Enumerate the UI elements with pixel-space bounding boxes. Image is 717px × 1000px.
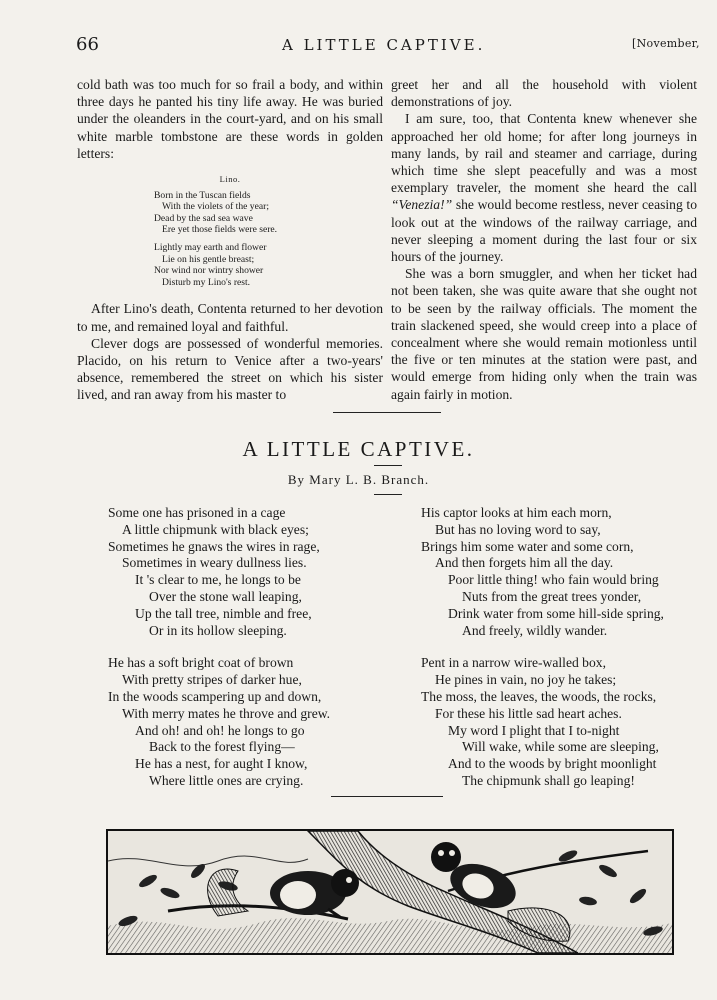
epitaph-line: Nor wind nor wintry shower xyxy=(154,265,264,277)
poem-left-column xyxy=(108,505,330,806)
epitaph-line: Disturb my Lino's rest. xyxy=(162,276,251,288)
poem-line: For these his little sad heart aches. xyxy=(435,705,622,721)
epitaph-line: With the violets of the year; xyxy=(162,201,269,213)
poem-line: Some one has prisoned in a cage xyxy=(108,505,286,520)
poem-line: My word I plight that I to-night xyxy=(448,722,620,738)
poem-line: Sometimes he gnaws the wires in rage, xyxy=(108,538,320,554)
poem-line: It 's clear to me, he longs to be xyxy=(135,572,301,588)
title-rule xyxy=(374,465,402,466)
poem-line: But has no loving word to say, xyxy=(435,521,601,537)
poem-line: A little chipmunk with black eyes; xyxy=(122,521,309,537)
poem-right-column xyxy=(421,505,664,806)
poem-stanza-3 xyxy=(421,505,664,639)
epitaph-line: Dead by the sad sea wave xyxy=(154,212,253,224)
chipmunk-engraving xyxy=(106,829,674,955)
epitaph-line: Ere yet those fields were sere. xyxy=(162,224,278,236)
epitaph-title: Lino. xyxy=(219,174,241,185)
poem-line: And to the woods by bright moonlight xyxy=(448,756,657,772)
epitaph-stanza-1 xyxy=(154,190,383,236)
poem-line: With pretty stripes of darker hue, xyxy=(122,672,302,688)
right-paragraph-3: She was a born smuggler, and when her ticket had not been taken, she was quite aware that she ought not to be seen by the railway officials. The moment the train slackened speed, she would creep into a place of concealment where she would remain motionless until the five or ten minutes at the station were past, and would emerge from hiding only when the train was again fairly in motion. xyxy=(391,266,697,402)
poem-line: And then forgets him all the day. xyxy=(435,555,614,571)
epitaph-stanza-2 xyxy=(154,242,383,288)
poem-line: And oh! and oh! he longs to go xyxy=(135,722,305,738)
poem-title: A LITTLE CAPTIVE. xyxy=(242,437,475,461)
epitaph xyxy=(77,174,383,288)
section-divider-top xyxy=(333,412,441,413)
epitaph-line: Lightly may earth and flower xyxy=(154,241,267,253)
left-paragraph-1: cold bath was too much for so frail a body, and within three days he panted his tiny life away. He was buried under the oleanders in the court-yard, and on his small white marble tombstone are these words in golden letters: xyxy=(77,77,383,161)
poem-line: Over the stone wall leaping, xyxy=(149,588,302,604)
poem-line: In the woods scampering up and down, xyxy=(108,688,322,704)
poem-stanza-4 xyxy=(421,655,664,789)
poem-line: His captor looks at him each morn, xyxy=(421,505,612,520)
poem-byline: By Mary L. B. Branch. xyxy=(287,472,430,487)
poem-stanza-1 xyxy=(108,505,330,639)
venezia-call: “Venezia!” xyxy=(391,197,453,213)
right-paragraph-2 xyxy=(391,110,697,265)
poem-line: He has a soft bright coat of brown xyxy=(108,655,294,671)
poem-stanza-2 xyxy=(108,655,330,789)
poem-line: Will wake, while some are sleeping, xyxy=(462,739,659,755)
poem-line: Drink water from some hill-side spring, xyxy=(448,605,664,621)
right-paragraph-2-part-a: I am sure, too, that Contenta knew whenever she approached her old home; for after long journeys in many lands, by rail and steamer and carriage, during which time she slept peacefully and was a most exemplary traveler, the moment she heard the call xyxy=(391,111,697,196)
poem-line: With merry mates he throve and grew. xyxy=(122,705,331,721)
left-paragraph-3: Clever dogs are possessed of wonderful memories. Placido, on his return to Venice after a two-years' absence, remembered the street on which his sister lived, and ran away from his master to xyxy=(77,335,383,403)
poem-line: The moss, the leaves, the woods, the rocks, xyxy=(421,688,657,704)
running-title: A LITTLE CAPTIVE. xyxy=(282,36,486,54)
poem-line: And freely, wildly wander. xyxy=(462,622,608,638)
poem-line: Brings him some water and some corn, xyxy=(421,538,634,554)
left-column xyxy=(77,76,383,404)
poem-line: He has a nest, for aught I know, xyxy=(135,756,308,772)
poem-line: Nuts from the great trees yonder, xyxy=(462,588,642,604)
left-paragraph-2: After Lino's death, Contenta returned to her devotion to me, and remained loyal and faithful. xyxy=(77,301,383,334)
right-paragraph-1: greet her and all the household with violent demonstrations of joy. xyxy=(391,77,697,110)
epitaph-line: Born in the Tuscan fields xyxy=(154,189,251,201)
chipmunk-illustration-icon xyxy=(108,831,672,953)
poem-line: Poor little thing! who fain would bring xyxy=(448,572,659,588)
epitaph-line: Lie on his gentle breast; xyxy=(162,253,255,265)
right-column xyxy=(391,76,697,403)
poem-line: Where little ones are crying. xyxy=(149,772,304,788)
poem-line: Sometimes in weary dullness lies. xyxy=(122,555,307,571)
poem-line: Pent in a narrow wire-walled box, xyxy=(421,655,606,671)
page-number: 66 xyxy=(76,34,99,55)
poem-line: Back to the forest flying— xyxy=(149,739,295,755)
poem-line: The chipmunk shall go leaping! xyxy=(462,772,635,788)
right-paragraph-2-part-b: she would become restless, never ceasing to look out at the windows of the railway carriage, and never sleeping a moment during the last four or six hours of the journey. xyxy=(391,197,697,265)
section-divider-bottom xyxy=(331,796,443,797)
byline-rule xyxy=(374,494,402,495)
poem-line: He pines in vain, no joy he takes; xyxy=(435,672,617,688)
poem-line: Up the tall tree, nimble and free, xyxy=(135,605,312,621)
poem-line: Or in its hollow sleeping. xyxy=(149,622,287,638)
running-month: [November, xyxy=(632,37,700,50)
